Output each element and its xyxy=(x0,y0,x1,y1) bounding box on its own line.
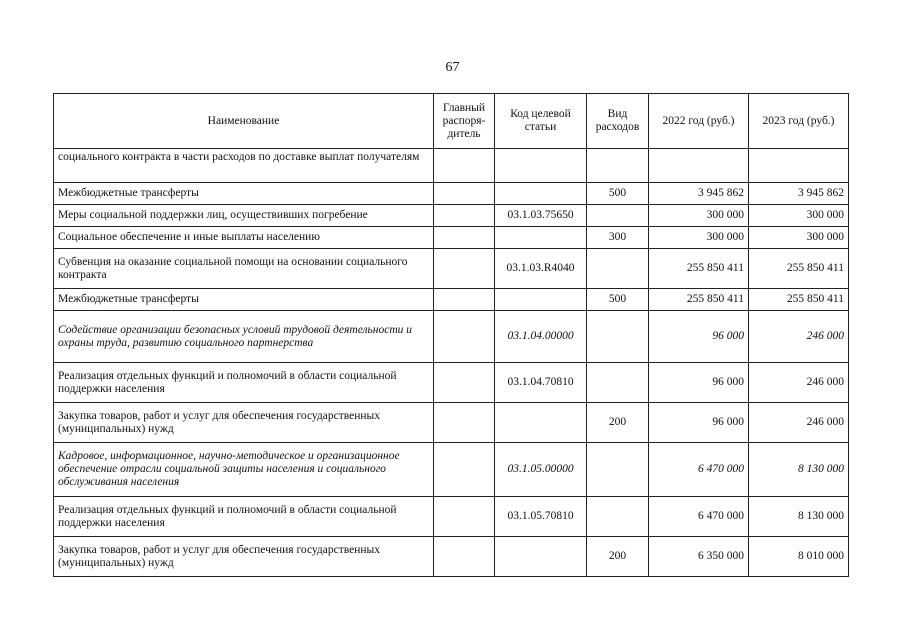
cell-manager xyxy=(434,249,495,289)
cell-manager xyxy=(434,497,495,537)
cell-2023: 300 000 xyxy=(749,205,849,227)
cell-name: Закупка товаров, работ и услуг для обеспечения государственных (муниципальных) нужд xyxy=(54,537,434,577)
cell-name: Реализация отдельных функций и полномочий в области социальной поддержки населения xyxy=(54,497,434,537)
cell-2023: 8 130 000 xyxy=(749,497,849,537)
table-row xyxy=(54,537,849,577)
table-header-row xyxy=(54,94,849,149)
cell-2022: 255 850 411 xyxy=(649,289,749,311)
cell-name: Социальное обеспечение и иные выплаты населению xyxy=(54,227,434,249)
cell-type: 500 xyxy=(587,289,649,311)
cell-type: 200 xyxy=(587,537,649,577)
table-row xyxy=(54,149,849,183)
cell-2022: 300 000 xyxy=(649,227,749,249)
cell-2023: 8 130 000 xyxy=(749,443,849,497)
cell-name: Кадровое, информационное, научно-методическое и организационное обеспечение отрасли социальной защиты населения и социального обслуживания населения xyxy=(54,443,434,497)
cell-code xyxy=(495,537,587,577)
table-row xyxy=(54,227,849,249)
cell-code: 03.1.05.70810 xyxy=(495,497,587,537)
table-row xyxy=(54,363,849,403)
cell-code xyxy=(495,183,587,205)
cell-type xyxy=(587,497,649,537)
cell-2023: 246 000 xyxy=(749,311,849,363)
cell-code: 03.1.04.70810 xyxy=(495,363,587,403)
cell-code: 03.1.05.00000 xyxy=(495,443,587,497)
cell-2023: 255 850 411 xyxy=(749,249,849,289)
header-code: Код целевой статьи xyxy=(495,94,587,149)
cell-name: социального контракта в части расходов по доставке выплат получателям xyxy=(54,149,434,183)
cell-code: 03.1.03.75650 xyxy=(495,205,587,227)
cell-type xyxy=(587,363,649,403)
cell-manager xyxy=(434,205,495,227)
cell-name: Субвенция на оказание социальной помощи на основании социального контракта xyxy=(54,249,434,289)
cell-type xyxy=(587,149,649,183)
table-row xyxy=(54,443,849,497)
cell-2023: 246 000 xyxy=(749,403,849,443)
header-name: Наименование xyxy=(54,94,434,149)
cell-2022: 96 000 xyxy=(649,311,749,363)
cell-2022: 300 000 xyxy=(649,205,749,227)
header-2023: 2023 год (руб.) xyxy=(749,94,849,149)
cell-name: Содействие организации безопасных условий трудовой деятельности и охраны труда, развитию социального партнерства xyxy=(54,311,434,363)
cell-manager xyxy=(434,289,495,311)
table-row xyxy=(54,311,849,363)
cell-manager xyxy=(434,183,495,205)
table-body xyxy=(54,149,849,577)
table-row xyxy=(54,403,849,443)
cell-manager xyxy=(434,443,495,497)
table-row xyxy=(54,249,849,289)
cell-manager xyxy=(434,149,495,183)
cell-code xyxy=(495,289,587,311)
cell-manager xyxy=(434,311,495,363)
header-manager: Главный распоря-дитель xyxy=(434,94,495,149)
cell-2023: 246 000 xyxy=(749,363,849,403)
header-2022: 2022 год (руб.) xyxy=(649,94,749,149)
cell-name: Закупка товаров, работ и услуг для обеспечения государственных (муниципальных) нужд xyxy=(54,403,434,443)
cell-code: 03.1.04.00000 xyxy=(495,311,587,363)
cell-name: Меры социальной поддержки лиц, осуществивших погребение xyxy=(54,205,434,227)
cell-type: 300 xyxy=(587,227,649,249)
table-row xyxy=(54,183,849,205)
cell-2022: 6 350 000 xyxy=(649,537,749,577)
cell-name: Реализация отдельных функций и полномочий в области социальной поддержки населения xyxy=(54,363,434,403)
cell-2022: 6 470 000 xyxy=(649,497,749,537)
cell-code xyxy=(495,149,587,183)
cell-2023: 255 850 411 xyxy=(749,289,849,311)
cell-type: 500 xyxy=(587,183,649,205)
table-row xyxy=(54,289,849,311)
cell-name: Межбюджетные трансферты xyxy=(54,183,434,205)
page-number: 67 xyxy=(445,60,460,75)
cell-2022: 96 000 xyxy=(649,363,749,403)
table-row xyxy=(54,205,849,227)
cell-code xyxy=(495,403,587,443)
cell-type xyxy=(587,311,649,363)
cell-2022: 3 945 862 xyxy=(649,183,749,205)
cell-code: 03.1.03.R4040 xyxy=(495,249,587,289)
cell-type xyxy=(587,205,649,227)
cell-2022: 6 470 000 xyxy=(649,443,749,497)
cell-2022: 255 850 411 xyxy=(649,249,749,289)
cell-type xyxy=(587,443,649,497)
header-type: Вид расходов xyxy=(587,94,649,149)
cell-2023: 3 945 862 xyxy=(749,183,849,205)
cell-2022: 96 000 xyxy=(649,403,749,443)
cell-type: 200 xyxy=(587,403,649,443)
cell-type xyxy=(587,249,649,289)
cell-2023: 8 010 000 xyxy=(749,537,849,577)
cell-manager xyxy=(434,537,495,577)
cell-2023 xyxy=(749,149,849,183)
cell-2023: 300 000 xyxy=(749,227,849,249)
cell-code xyxy=(495,227,587,249)
cell-2022 xyxy=(649,149,749,183)
budget-table xyxy=(53,93,849,577)
cell-manager xyxy=(434,227,495,249)
table-row xyxy=(54,497,849,537)
cell-manager xyxy=(434,403,495,443)
cell-name: Межбюджетные трансферты xyxy=(54,289,434,311)
cell-manager xyxy=(434,363,495,403)
